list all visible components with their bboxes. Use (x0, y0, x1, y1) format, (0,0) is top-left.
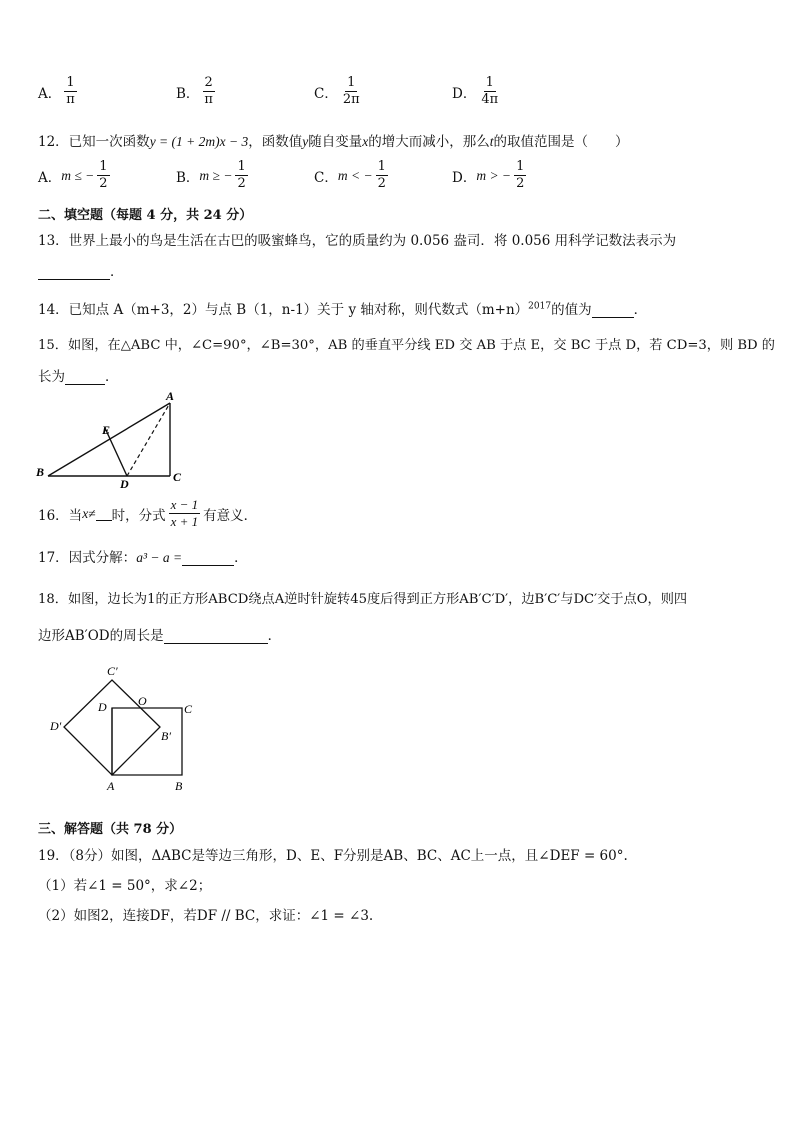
q11-option-a (38, 76, 80, 108)
fraction (202, 76, 215, 108)
answer-blank[interactable] (96, 506, 112, 521)
answer-blank[interactable] (38, 265, 110, 280)
option-label: C． (314, 169, 338, 186)
q19-sub1: （1）若∠1 = 50°，求∠2； (38, 878, 212, 894)
q12-var-t: t (489, 134, 494, 149)
section-3-heading: 三、解答题（共 78 分） (38, 822, 183, 837)
label-c: C (173, 470, 182, 484)
fraction-denominator: 2 (237, 176, 246, 192)
fraction-denominator: 4π (481, 92, 499, 108)
q14-end: ． (633, 302, 648, 318)
fraction-denominator: 2 (516, 176, 525, 192)
q14-exponent: 2017 (528, 301, 552, 312)
fraction-denominator: x + 1 (170, 514, 199, 530)
q12-var-y: y (302, 134, 309, 149)
q12-var-x: x (362, 134, 369, 149)
label-o: O (138, 694, 147, 708)
q18-figure (46, 660, 206, 794)
q13-text: 13．世界上最小的鸟是生活在古巴的吸蜜蜂鸟，它的质量约为 0.056 盎司．将 0.056 用科学记数法表示为 (38, 233, 677, 249)
q17-end: ． (234, 550, 248, 566)
label-a: A (107, 779, 115, 793)
q16-mid: 时，分式 (111, 507, 166, 524)
fraction-numerator: 2 (203, 76, 215, 92)
fraction (341, 76, 362, 108)
q12-text: 的增大而减小，那么 (368, 134, 490, 150)
fraction (479, 76, 500, 108)
answer-blank[interactable] (164, 629, 268, 644)
q14-mid: 的值为 (551, 302, 592, 318)
label-b: B (36, 465, 45, 479)
q16-condition: x≠ (82, 505, 96, 521)
option-relation: m < − (337, 167, 373, 183)
option-label: D． (452, 169, 477, 186)
q15-answer-line (38, 365, 119, 385)
q16-suffix: 有意义． (203, 507, 258, 524)
fraction-denominator: π (66, 92, 75, 108)
option-label: B． (176, 169, 200, 186)
q11-option-c (314, 76, 365, 108)
q15-figure (30, 388, 190, 490)
q17-text (38, 546, 248, 566)
fraction-denominator: 2 (377, 176, 386, 192)
q18-answer-line (38, 624, 281, 644)
fraction (97, 160, 109, 192)
q18-line2: 边形AB′OD的周长是 (38, 628, 164, 644)
label-b: B (175, 779, 183, 793)
q12-stem (38, 130, 629, 150)
option-label: C． (314, 85, 338, 102)
label-d: D (98, 700, 107, 714)
option-relation: m ≤ − (61, 167, 95, 183)
q15-text: 15．如图，在△ABC 中，∠C=90°，∠B=30°，AB 的垂直平分线 ED 交 AB 于点 E，交 BC 于点 D，若 CD=3，则 BD 的 (38, 338, 775, 353)
fraction-numerator: 1 (514, 160, 526, 176)
fraction-denominator: π (204, 92, 213, 108)
q12-option-c (314, 160, 391, 192)
label-d-prime: D′ (50, 719, 62, 733)
fraction-denominator: 2π (342, 92, 360, 108)
fraction (64, 76, 77, 108)
q13-end: ． (110, 264, 124, 280)
fraction-numerator: 1 (376, 160, 388, 176)
q17-prefix: 17．因式分解： (38, 550, 137, 566)
segment-ab (48, 403, 170, 476)
q12-option-b (176, 160, 251, 192)
fraction (169, 498, 201, 530)
section-2-heading: 二、填空题（每题 4 分，共 24 分） (38, 208, 253, 223)
fraction-numerator: 1 (97, 160, 109, 176)
q11-option-d (452, 76, 503, 108)
q14-stem: 14．已知点 A（m+3，2）与点 B（1，n-1）关于 y 轴对称，则代数式（m+n） (38, 302, 529, 318)
option-relation: m ≥ − (199, 167, 233, 183)
q15-line2: 长为 (38, 369, 65, 385)
q16-text (38, 498, 257, 530)
answer-blank[interactable] (592, 303, 634, 318)
q12-option-a (38, 160, 113, 192)
fraction-numerator: x − 1 (169, 498, 201, 514)
fraction-numerator: 1 (345, 76, 357, 92)
q12-suffix: 的取值范围是（ ） (493, 134, 629, 150)
fraction-numerator: 1 (64, 76, 76, 92)
answer-blank[interactable] (182, 551, 234, 566)
label-e: E (102, 423, 111, 437)
q12-function: y = (1 + 2m)x − 3 (149, 134, 249, 149)
fraction (235, 160, 247, 192)
q13-answer-line (38, 260, 124, 280)
q14-text (38, 298, 647, 318)
q18-end: ． (267, 628, 282, 644)
fraction (376, 160, 388, 192)
label-c: C (184, 702, 193, 716)
label-d: D (120, 477, 129, 490)
label-b-prime: B′ (161, 729, 171, 743)
q12-option-d (452, 160, 529, 192)
q11-option-b (176, 76, 218, 108)
option-label: B． (176, 85, 200, 102)
option-label: A． (38, 85, 62, 102)
q12-text: 随自变量 (308, 134, 363, 150)
answer-blank[interactable] (65, 370, 105, 385)
fraction (514, 160, 526, 192)
label-a: A (166, 389, 175, 403)
q19-stem: 19．（8分）如图，ΔABC是等边三角形，D、E、F分别是AB、BC、AC上一点，且∠DEF = 60°. (38, 848, 628, 864)
q17-expression: a³ − a = (136, 550, 183, 565)
q16-prefix: 16．当 (38, 507, 83, 524)
option-relation: m > − (476, 167, 512, 183)
fraction-numerator: 1 (484, 76, 496, 92)
option-label: A． (38, 169, 62, 186)
option-label: D． (452, 85, 477, 102)
fraction-denominator: 2 (99, 176, 108, 192)
q19-sub2: （2）如图2，连接DF，若DF // BC，求证：∠1 = ∠3. (38, 908, 374, 924)
q12-prefix: 12．已知一次函数 (38, 134, 150, 150)
label-c-prime: C′ (107, 664, 118, 678)
fraction-numerator: 1 (235, 160, 247, 176)
segment-ad-dashed (127, 403, 170, 476)
q18-line1: 18．如图，边长为1的正方形ABCD绕点A逆时针旋转45度后得到正方形AB′C′D′，边B′C′与DC′交于点O，则四 (38, 592, 688, 607)
q12-text: ，函数值 (248, 134, 303, 150)
q15-end: ． (105, 369, 119, 385)
